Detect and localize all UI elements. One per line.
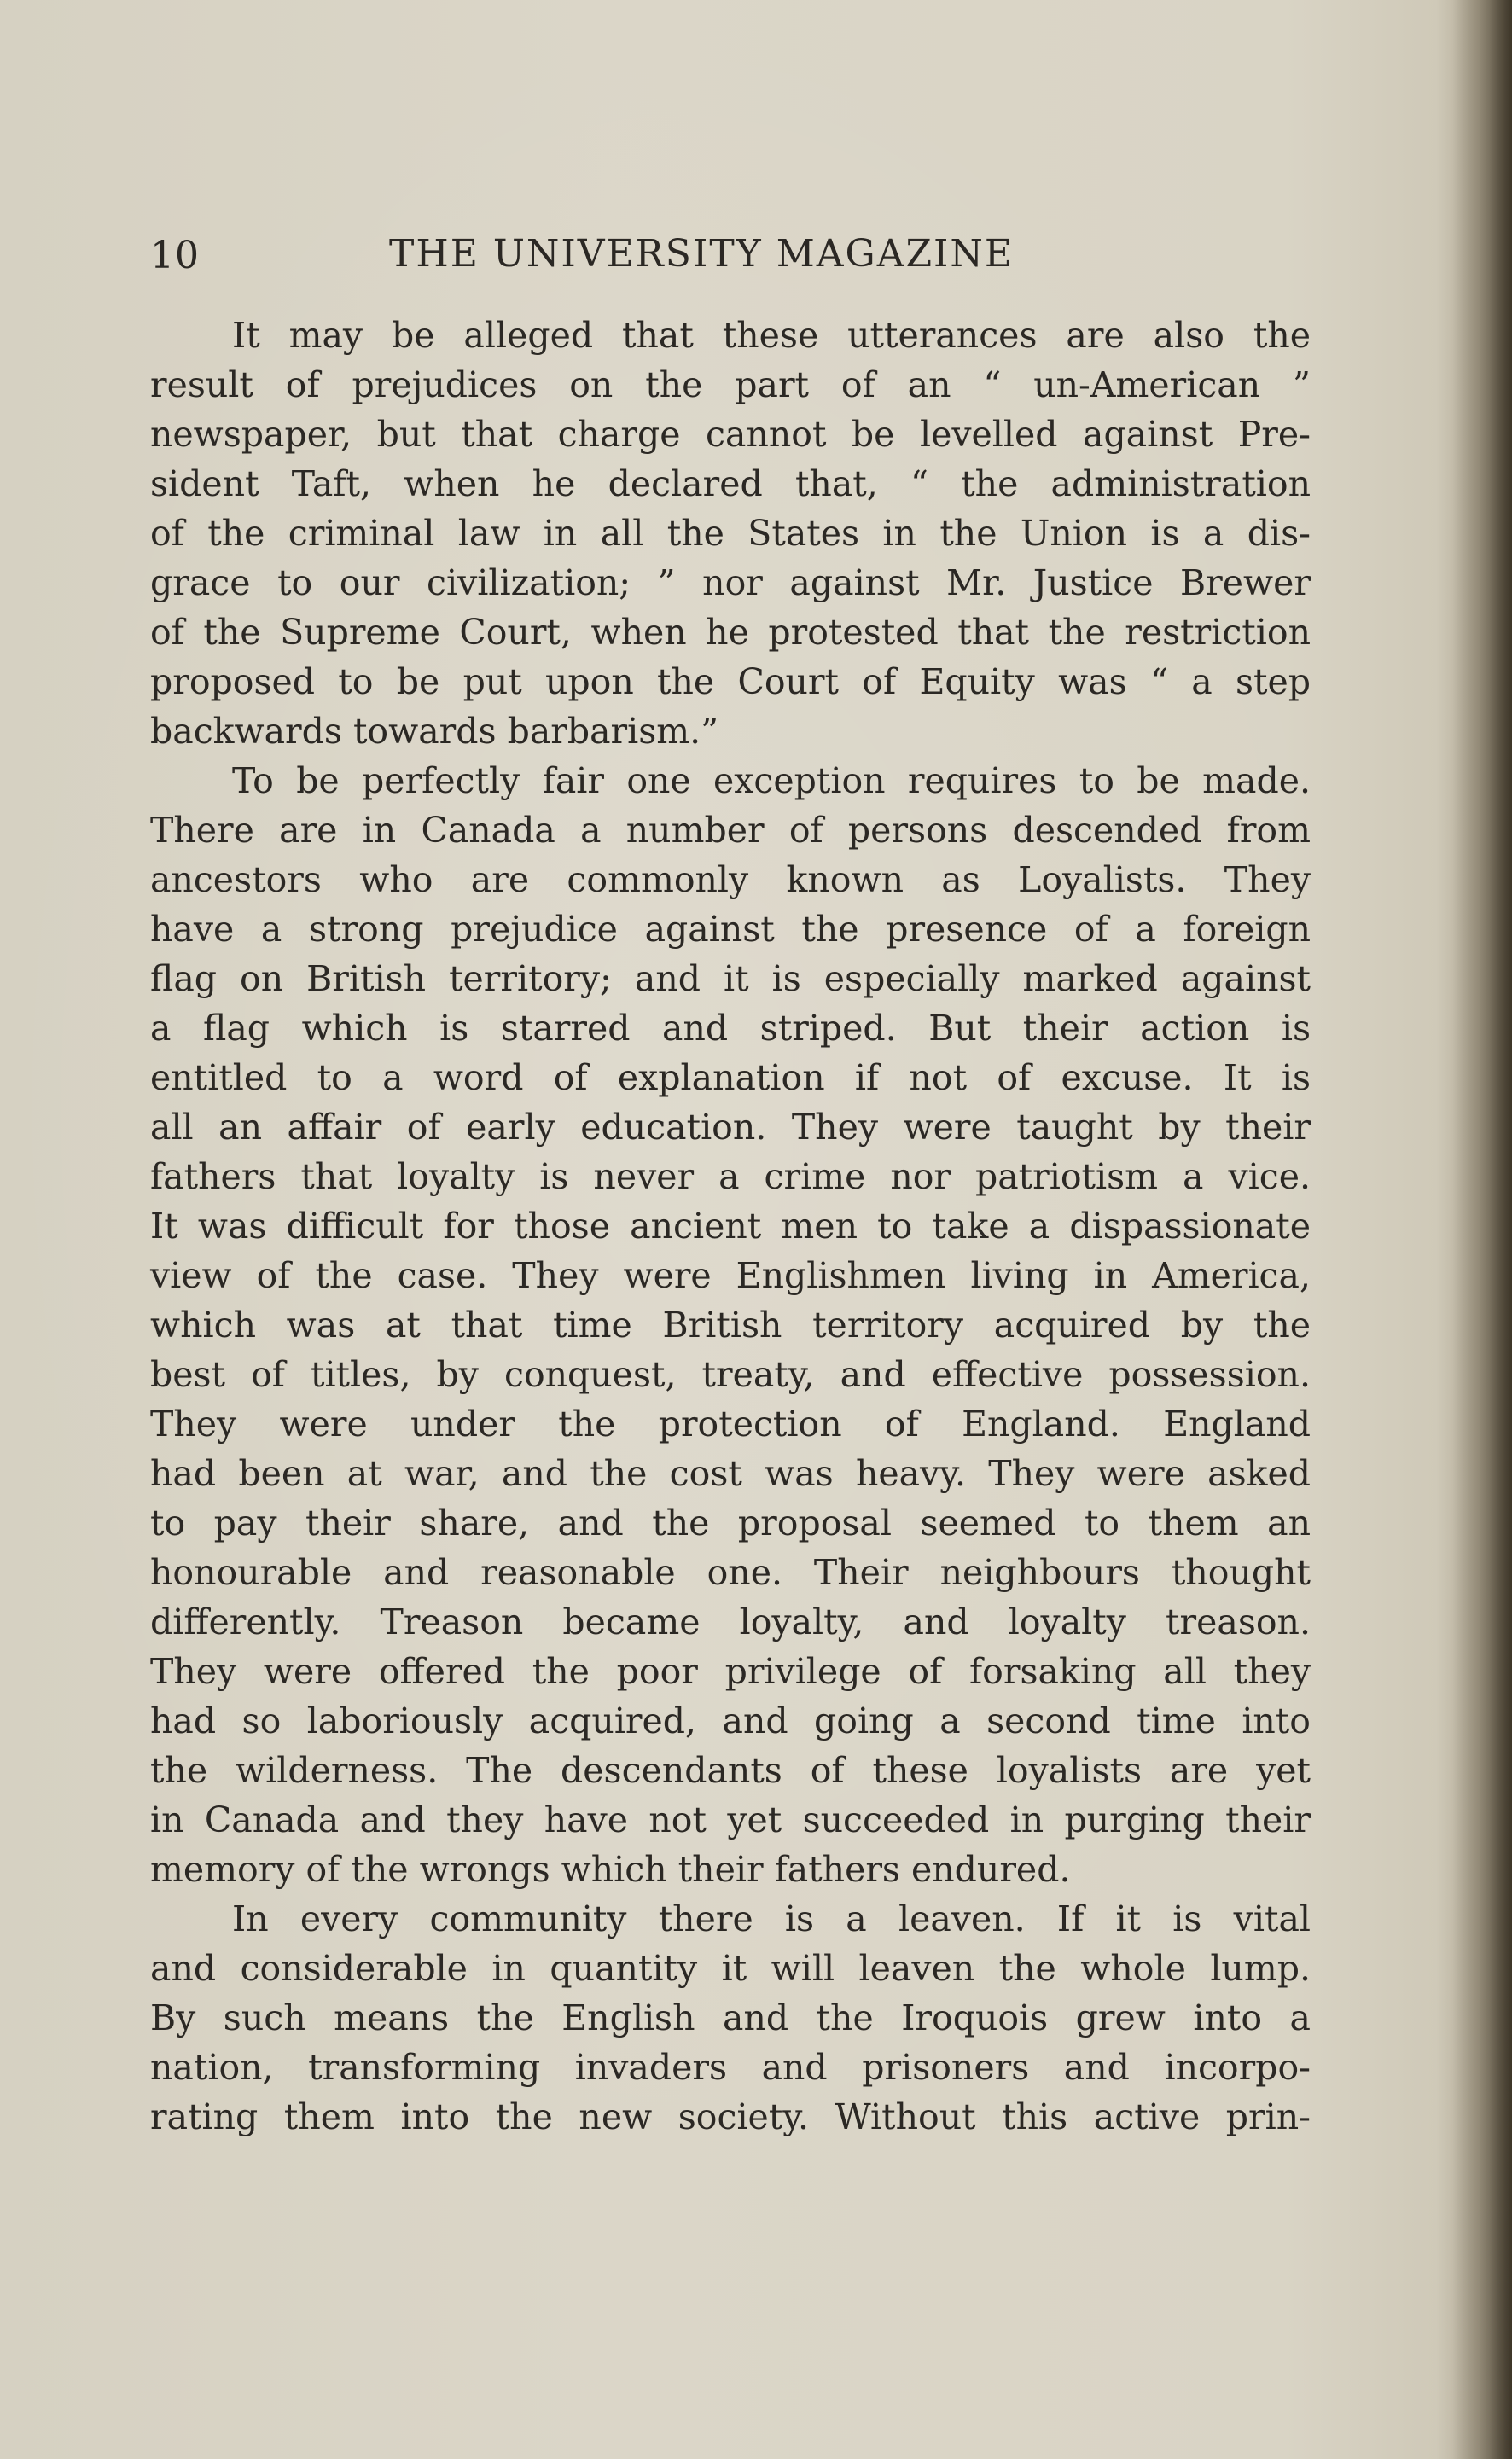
text-line: and considerable in quantity it will leaven the whole lump. (150, 1948, 1311, 1989)
text-line: result of prejudices on the part of an “ un-American ” (150, 364, 1311, 405)
text-line: of the criminal law in all the States in the Union is a dis- (150, 513, 1311, 554)
text-line: memory of the wrongs which their fathers endured. (150, 1849, 1071, 1890)
text-line: differently. Treason became loyalty, and loyalty treason. (150, 1602, 1311, 1642)
running-header (150, 224, 1311, 285)
text-line: fathers that loyalty is never a crime nor patriotism a vice. (150, 1156, 1311, 1197)
running-title: THE UNIVERSITY MAGAZINE (389, 232, 1015, 276)
text-line: There are in Canada a number of persons descended from (150, 810, 1311, 851)
paragraph (150, 1894, 1311, 2142)
text-line: the wilderness. The descendants of these loyalists are yet (150, 1750, 1311, 1791)
text-line: which was at that time British territory acquired by the (150, 1305, 1311, 1346)
page-number: 10 (150, 234, 200, 277)
text-line: best of titles, by conquest, treaty, and effective possession. (150, 1354, 1311, 1395)
text-line: In every community there is a leaven. If it is vital (232, 1898, 1311, 1939)
text-line: entitled to a word of explanation if not of excuse. It is (150, 1057, 1311, 1098)
text-line: ancestors who are commonly known as Loyalists. They (150, 859, 1311, 900)
paragraph (150, 756, 1311, 1894)
text-line: To be perfectly fair one exception requires to be made. (232, 760, 1311, 801)
text-line: grace to our civilization; ” nor against Mr. Justice Brewer (150, 562, 1311, 603)
text-line: have a strong prejudice against the presence of a foreign (150, 909, 1311, 950)
text-line: had been at war, and the cost was heavy. They were asked (150, 1453, 1311, 1494)
text-line: They were under the protection of England. England (150, 1404, 1311, 1445)
text-line: sident Taft, when he declared that, “ the administration (150, 463, 1311, 504)
text-line: nation, transforming invaders and prisoners and incorpo- (150, 2047, 1311, 2088)
text-line: backwards towards barbarism.” (150, 711, 719, 752)
paragraph (150, 311, 1311, 756)
text-line: rating them into the new society. Without this active prin- (150, 2096, 1311, 2137)
text-line: in Canada and they have not yet succeeded in purging their (150, 1799, 1311, 1840)
text-line: a flag which is starred and striped. But their action is (150, 1008, 1311, 1049)
page-content (150, 224, 1311, 2142)
text-line: had so laboriously acquired, and going a second time into (150, 1700, 1311, 1741)
text-line: proposed to be put upon the Court of Equity was “ a step (150, 661, 1311, 702)
text-line: newspaper, but that charge cannot be levelled against Pre- (150, 414, 1311, 455)
text-line: It may be alleged that these utterances are also the (232, 315, 1311, 356)
text-line: to pay their share, and the proposal seemed to them an (150, 1503, 1311, 1543)
text-line: of the Supreme Court, when he protested that the restriction (150, 612, 1311, 653)
text-line: honourable and reasonable one. Their neighbours thought (150, 1552, 1311, 1593)
text-line: By such means the English and the Iroquois grew into a (150, 1997, 1311, 2038)
text-line: It was difficult for those ancient men to take a dispassionate (150, 1206, 1311, 1247)
binding-shadow (1452, 0, 1512, 2459)
text-line: view of the case. They were Englishmen living in America, (150, 1255, 1311, 1296)
text-line: flag on British territory; and it is especially marked against (150, 958, 1311, 999)
text-line: They were offered the poor privilege of forsaking all they (150, 1651, 1311, 1692)
text-line: all an affair of early education. They were taught by their (150, 1107, 1311, 1148)
